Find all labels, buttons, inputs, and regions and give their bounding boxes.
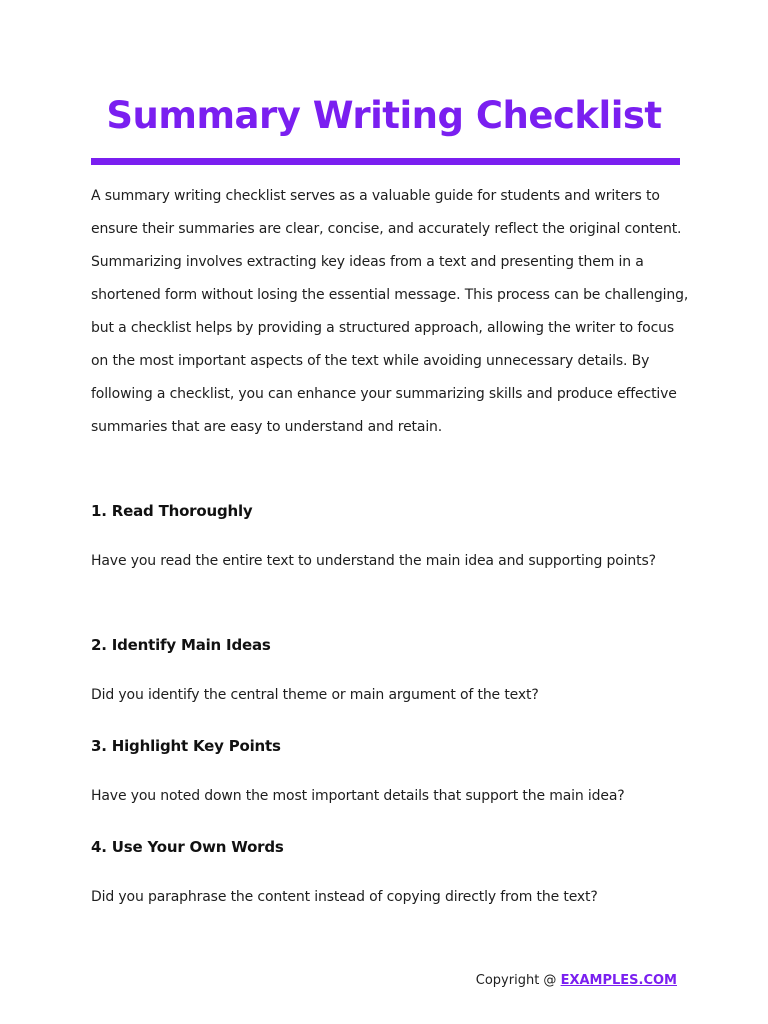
- section-question: Have you noted down the most important details that support the main idea?: [91, 788, 625, 804]
- section-heading: 3. Highlight Key Points: [91, 737, 281, 755]
- section-heading: 4. Use Your Own Words: [91, 838, 284, 856]
- checklist-section-identify-main-ideas: [91, 634, 691, 711]
- section-question: Have you read the entire text to understand the main idea and supporting points?: [91, 553, 656, 569]
- copyright-footer: [0, 971, 677, 991]
- checklist-section-highlight-key-points: [91, 735, 691, 812]
- examples-com-link[interactable]: EXAMPLES.COM: [560, 973, 677, 988]
- title-underline-divider: [91, 158, 680, 165]
- section-heading: 1. Read Thoroughly: [91, 502, 253, 520]
- checklist-section-use-your-own-words: [91, 836, 691, 913]
- section-question: Did you identify the central theme or main argument of the text?: [91, 687, 539, 703]
- copyright-label: Copyright @: [475, 973, 557, 988]
- page-title: Summary Writing Checklist: [106, 94, 662, 137]
- section-heading: 2. Identify Main Ideas: [91, 636, 271, 654]
- intro-paragraph: A summary writing checklist serves as a valuable guide for students and writers to ensure their summaries are clear, concise, and accurately reflect the original content. Summarizing involves extracting key ideas from a text and presenting them in a shortened form without losing the essential message. This process can be challenging, but a checklist helps by providing a structured approach, allowing the writer to focus on the most important aspects of the text while avoiding unnecessary details. By following a checklist, you can enhance your summarizing skills and produce effective summaries that are easy to understand and retain.: [91, 188, 689, 435]
- checklist-section-read-thoroughly: [91, 500, 691, 577]
- section-question: Did you paraphrase the content instead of copying directly from the text?: [91, 889, 598, 905]
